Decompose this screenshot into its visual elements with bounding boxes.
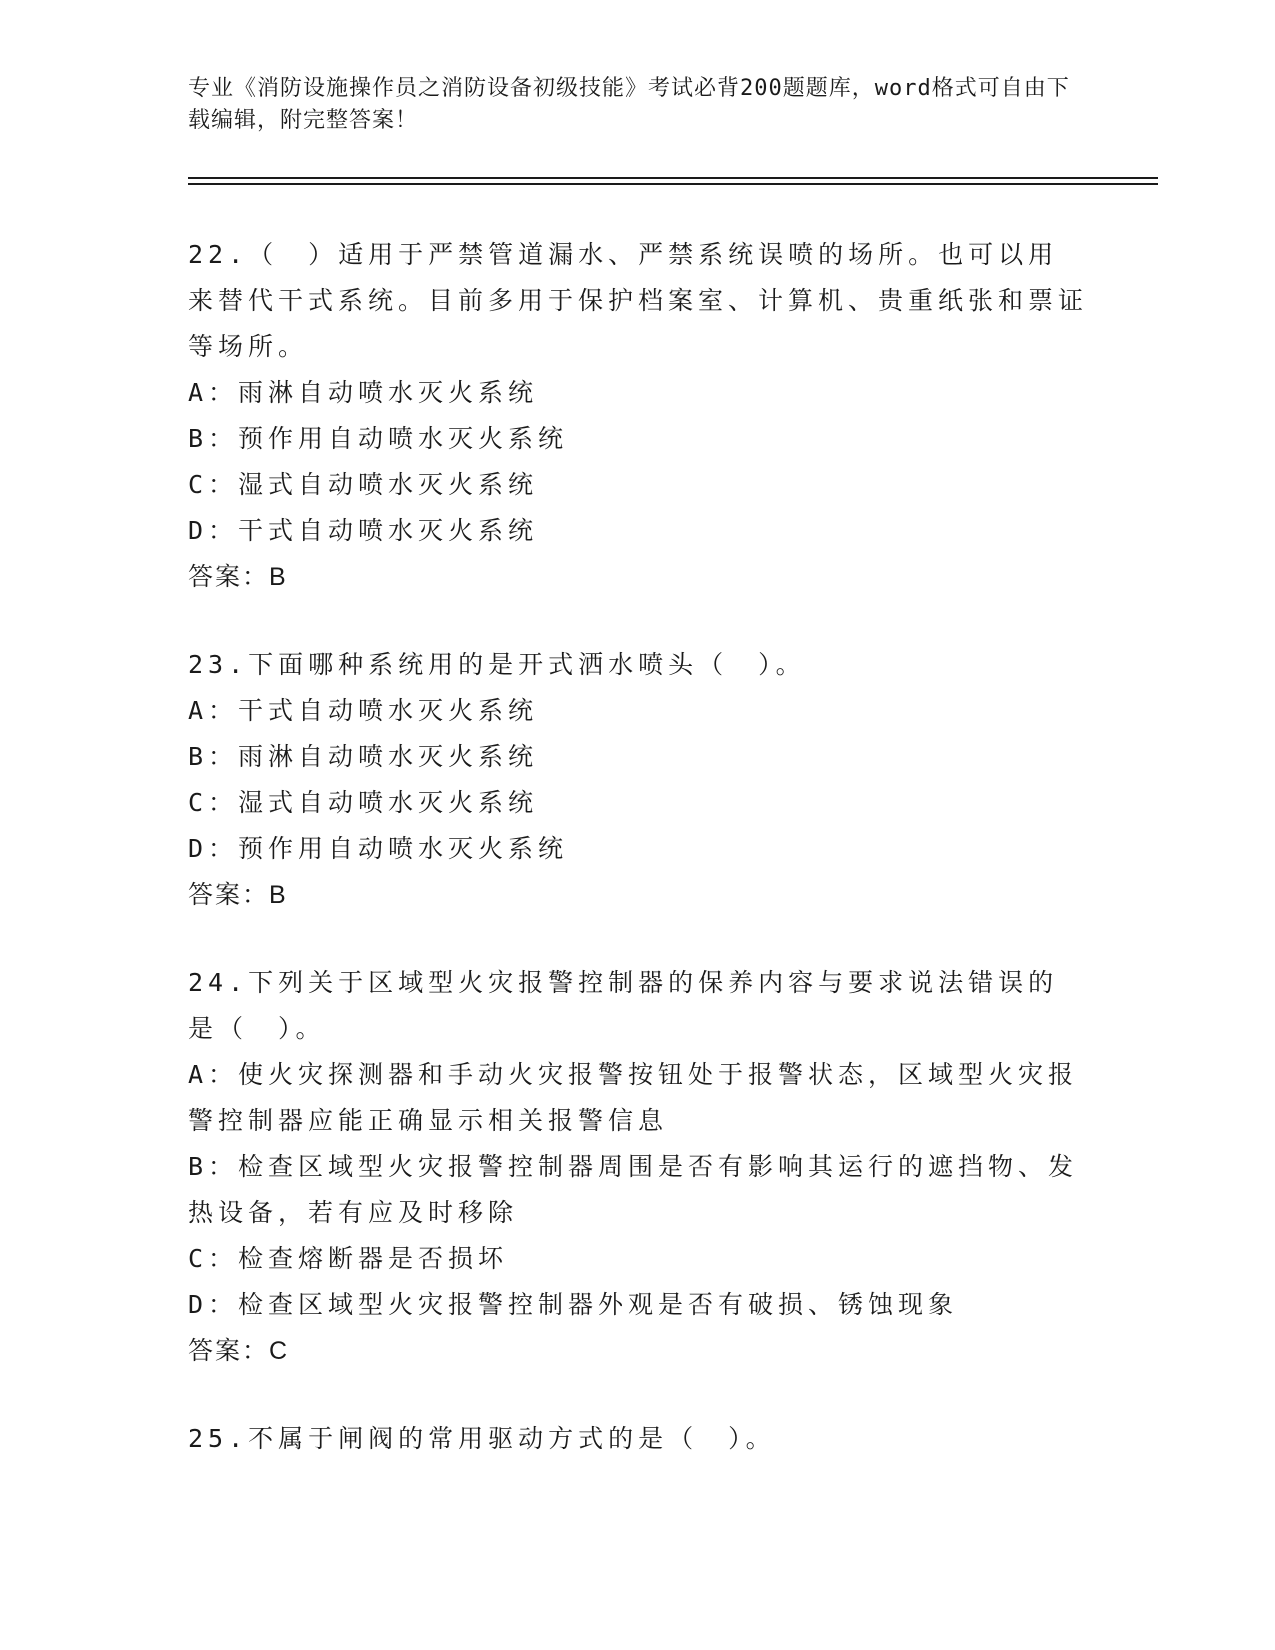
option-b: B：预作用自动喷水灭火系统 [188,424,569,453]
option-c: C：湿式自动喷水灭火系统 [188,470,539,499]
option-c: C：湿式自动喷水灭火系统 [188,788,539,817]
header-divider-bottom [188,183,1158,185]
question-text: 25.不属于闸阀的常用驱动方式的是（ ）。 [188,1424,776,1453]
option-a: A：使火灾探测器和手动火灾报警按钮处于报警状态，区域型火灾报警控制器应能正确显示相关报警信息 [188,1060,1079,1135]
option-b: B：雨淋自动喷水灭火系统 [188,742,539,771]
question-text: 24.下列关于区域型火灾报警控制器的保养内容与要求说法错误的是（ ）。 [188,968,1059,1043]
option-d: D：预作用自动喷水灭火系统 [188,834,569,863]
option-d: D：干式自动喷水灭火系统 [188,516,539,545]
answer: 答案：B [188,563,288,591]
question-23 [188,642,1088,918]
question-list [188,232,1088,1504]
answer: 答案：B [188,881,288,909]
document-header: 专业《消防设施操作员之消防设备初级技能》考试必背200题题库，word格式可自由下载编辑，附完整答案！ [188,76,1070,133]
question-24 [188,960,1088,1374]
answer: 答案：C [188,1337,290,1365]
option-a: A：雨淋自动喷水灭火系统 [188,378,539,407]
question-text: 23.下面哪种系统用的是开式洒水喷头（ ）。 [188,650,806,679]
question-22 [188,232,1088,600]
option-a: A：干式自动喷水灭火系统 [188,696,539,725]
option-b: B：检查区域型火灾报警控制器周围是否有影响其运行的遮挡物、发热设备，若有应及时移除 [188,1152,1079,1227]
option-c: C：检查熔断器是否损坏 [188,1244,509,1273]
header-divider-top [188,177,1158,179]
question-25 [188,1416,1088,1462]
question-text: 22.（ ）适用于严禁管道漏水、严禁系统误喷的场所。也可以用来替代干式系统。目前多用于保护档案室、计算机、贵重纸张和票证等场所。 [188,240,1089,361]
option-d: D：检查区域型火灾报警控制器外观是否有破损、锈蚀现象 [188,1290,959,1319]
